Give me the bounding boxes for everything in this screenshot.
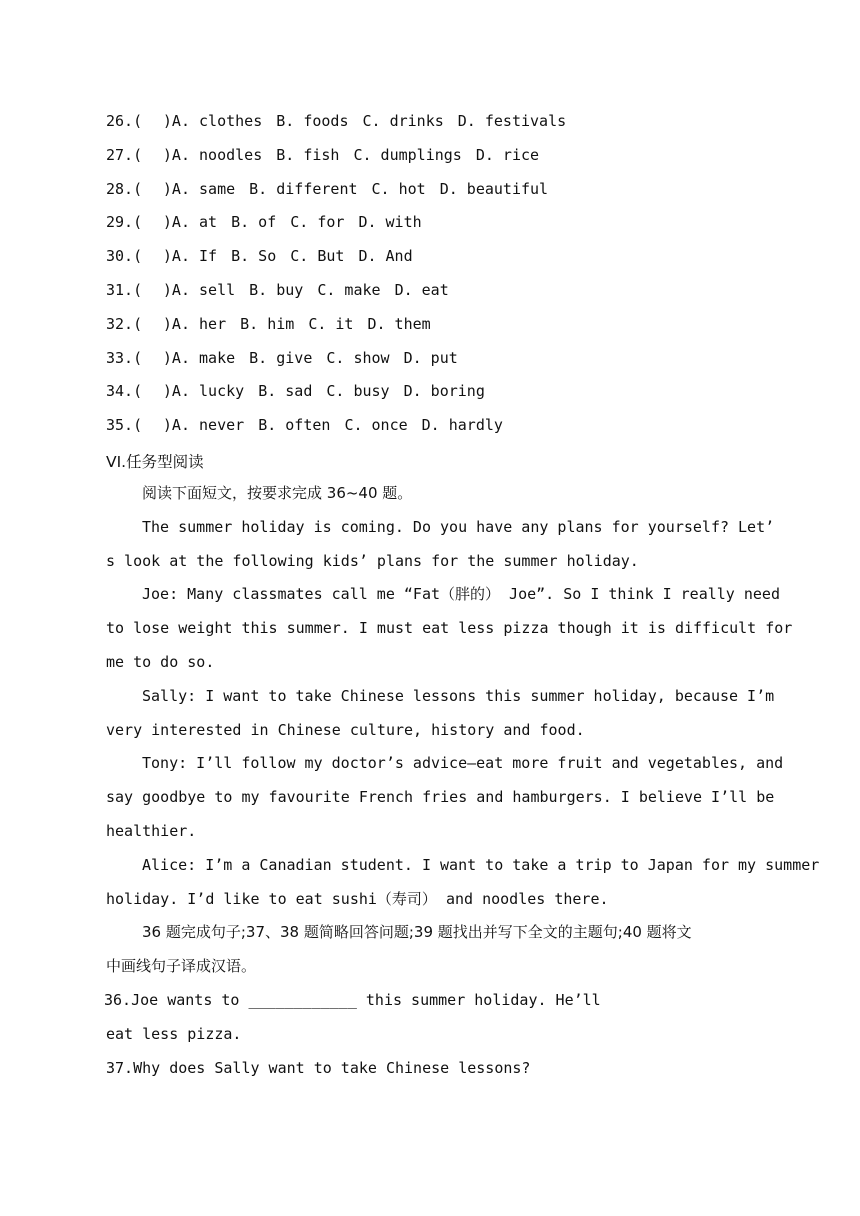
passage-block bbox=[104, 477, 820, 1085]
option-c: C. show bbox=[326, 348, 390, 367]
question-36-line-1: 36.Joe wants to ____________ this summer holiday. He’ll bbox=[104, 990, 601, 1009]
option-b: B. sad bbox=[258, 382, 313, 401]
joe-line-2: to lose weight this summer. I must eat less pizza though it is difficult for bbox=[106, 619, 793, 638]
answer-blank: )A. bbox=[162, 416, 190, 435]
answer-blank: )A. bbox=[162, 280, 190, 299]
alice-line-2: holiday. I’d like to eat sushi（寿司） and noodles there. bbox=[106, 889, 609, 908]
sally-line-1: Sally: I want to take Chinese lessons this summer holiday, because I’m bbox=[142, 686, 775, 705]
option-c: C. for bbox=[290, 213, 345, 232]
option-d: D. with bbox=[358, 213, 422, 232]
option-d: D. put bbox=[403, 348, 458, 367]
intro-line-1: The summer holiday is coming. Do you have any plans for yourself? Let’ bbox=[142, 517, 775, 536]
intro-line-2: s look at the following kids’ plans for the summer holiday. bbox=[106, 551, 639, 570]
tony-line-3: healthier. bbox=[106, 821, 197, 840]
option-a: make bbox=[199, 348, 236, 367]
option-d: D. festivals bbox=[457, 112, 567, 130]
alice-line-1: Alice: I’m a Canadian student. I want to take a trip to Japan for my summer bbox=[142, 855, 820, 874]
tony-line-1: Tony: I’ll follow my doctor’s advice—eat more fruit and vegetables, and bbox=[142, 754, 784, 773]
question-row bbox=[106, 415, 580, 449]
option-b: B. give bbox=[249, 348, 313, 367]
answer-blank: )A. bbox=[162, 382, 190, 401]
option-b: B. him bbox=[240, 314, 295, 333]
option-b: B. different bbox=[249, 179, 358, 198]
question-row bbox=[106, 179, 580, 213]
option-b: B. So bbox=[231, 247, 277, 266]
task-note-line-2: 中画线句子译成汉语。 bbox=[106, 957, 257, 976]
answer-blank: )A. bbox=[162, 348, 190, 367]
question-number: 28.( bbox=[106, 179, 143, 198]
option-d: D. boring bbox=[403, 382, 485, 401]
question-row bbox=[106, 145, 580, 179]
question-number: 27.( bbox=[106, 145, 143, 164]
question-37: 37.Why does Sally want to take Chinese lessons? bbox=[106, 1058, 531, 1077]
option-b: B. fish bbox=[276, 145, 340, 164]
option-d: D. them bbox=[367, 314, 431, 333]
instruction: 阅读下面短文，按要求完成 36~40 题。 bbox=[142, 484, 413, 502]
question-36-line-2: eat less pizza. bbox=[106, 1024, 242, 1043]
answer-blank: )A. bbox=[162, 314, 190, 333]
option-c: C. dumplings bbox=[353, 145, 462, 164]
answer-blank: )A. bbox=[162, 112, 190, 130]
question-number: 34.( bbox=[106, 382, 143, 401]
option-a: at bbox=[199, 213, 218, 232]
question-row bbox=[106, 246, 580, 280]
option-b: B. buy bbox=[249, 280, 304, 299]
answer-blank: )A. bbox=[162, 247, 190, 266]
task-note-line-1: 36 题完成句子;37、38 题简略回答问题;39 题找出并写下全文的主题句;40 题将文 bbox=[142, 923, 692, 942]
option-a: noodles bbox=[199, 145, 263, 164]
joe-line-3: me to do so. bbox=[106, 652, 215, 671]
option-d: D. And bbox=[358, 247, 413, 266]
option-b: B. often bbox=[258, 416, 331, 435]
question-row bbox=[106, 381, 580, 415]
joe-line-1: Joe: Many classmates call me “Fat（胖的） Joe”. So I think I really need bbox=[142, 585, 780, 604]
question-row bbox=[106, 111, 580, 145]
option-c: C. it bbox=[308, 314, 354, 333]
option-a: never bbox=[199, 416, 245, 435]
question-number: 31.( bbox=[106, 280, 143, 299]
option-d: D. eat bbox=[394, 280, 449, 299]
question-row bbox=[106, 314, 580, 348]
multiple-choice-list bbox=[106, 111, 580, 449]
option-c: C. once bbox=[344, 416, 408, 435]
question-number: 26.( bbox=[106, 112, 143, 130]
answer-blank: )A. bbox=[162, 179, 190, 198]
section-title: VI.任务型阅读 bbox=[106, 453, 204, 471]
answer-blank: )A. bbox=[162, 145, 190, 164]
option-d: D. beautiful bbox=[439, 179, 549, 198]
tony-line-2: say goodbye to my favourite French fries and hamburgers. I believe I’ll be bbox=[106, 788, 775, 807]
option-a: clothes bbox=[199, 112, 263, 130]
question-number: 29.( bbox=[106, 213, 143, 232]
question-number: 30.( bbox=[106, 247, 143, 266]
question-number: 32.( bbox=[106, 314, 143, 333]
option-d: D. hardly bbox=[421, 416, 503, 435]
answer-blank: )A. bbox=[162, 213, 190, 232]
option-c: C. But bbox=[290, 247, 345, 266]
option-a: If bbox=[199, 247, 218, 266]
option-c: C. busy bbox=[326, 382, 390, 401]
question-row bbox=[106, 212, 580, 246]
option-c: C. make bbox=[317, 280, 381, 299]
option-a: sell bbox=[199, 280, 236, 299]
option-c: C. drinks bbox=[362, 112, 444, 130]
question-number: 33.( bbox=[106, 348, 143, 367]
option-b: B. foods bbox=[276, 112, 349, 130]
option-c: C. hot bbox=[371, 179, 426, 198]
question-number: 35.( bbox=[106, 416, 143, 435]
question-row bbox=[106, 348, 580, 382]
option-b: B. of bbox=[231, 213, 277, 232]
sally-line-2: very interested in Chinese culture, history and food. bbox=[106, 720, 585, 739]
option-a: her bbox=[199, 314, 227, 333]
option-a: lucky bbox=[199, 382, 245, 401]
option-a: same bbox=[199, 179, 236, 198]
option-d: D. rice bbox=[475, 145, 540, 164]
question-row bbox=[106, 280, 580, 314]
